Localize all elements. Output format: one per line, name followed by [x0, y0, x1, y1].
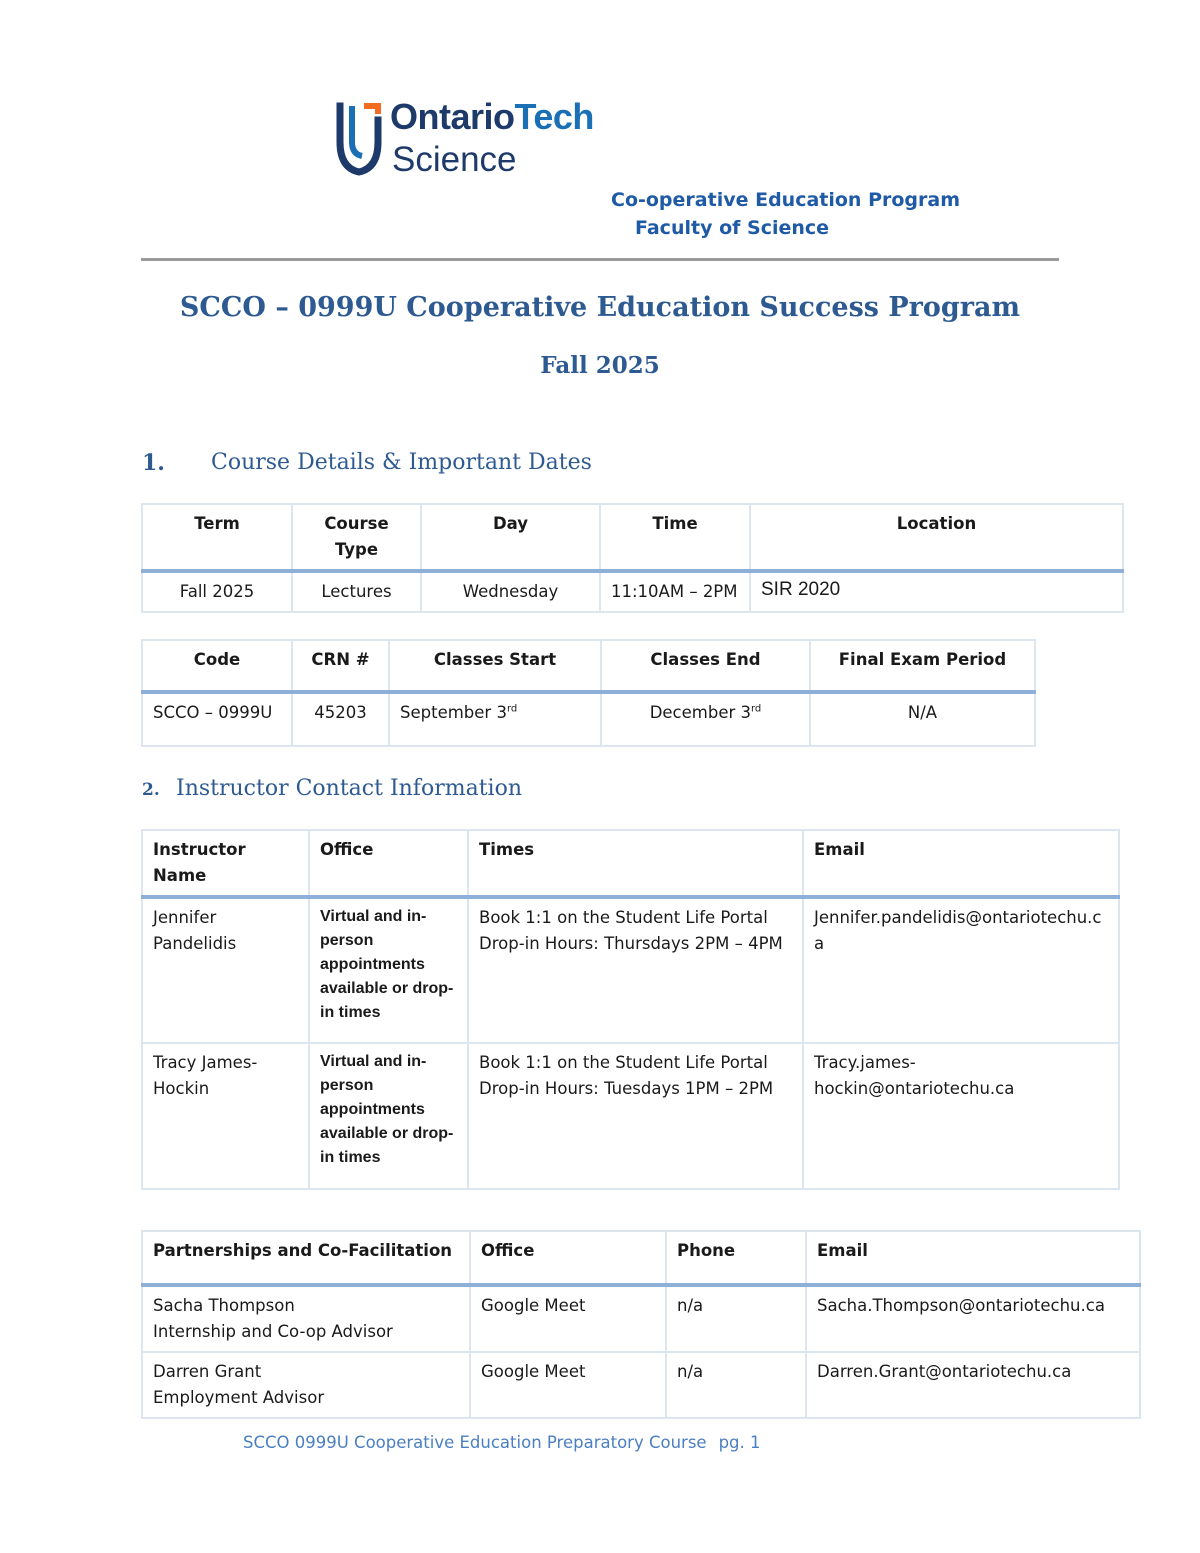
instructor-email-link[interactable]: Jennifer.pandelidis@ontariotechu.ca	[814, 908, 1102, 953]
cell-instructor-name: Jennifer Pandelidis	[142, 897, 309, 1043]
cell-times: Book 1:1 on the Student Life Portal Drop-in Hours: Tuesdays 1PM – 2PM	[468, 1043, 803, 1189]
page-footer	[243, 1433, 761, 1452]
ontario-tech-shield-icon	[334, 102, 384, 176]
cell-code: SCCO – 0999U	[142, 692, 292, 746]
section-1-number: 1.	[142, 450, 165, 476]
cell-term: Fall 2025	[142, 571, 292, 612]
table-header-row	[142, 830, 1119, 897]
cell-times: Book 1:1 on the Student Life Portal Drop-in Hours: Thursdays 2PM – 4PM	[468, 897, 803, 1043]
cell-classes-start: September 3rd	[389, 692, 601, 746]
header-final-exam: Final Exam Period	[810, 640, 1035, 692]
logo-wordmark: OntarioTech	[390, 96, 594, 137]
header-partnerships: Partnerships and Co-Facilitation	[142, 1231, 470, 1285]
cell-crn: 45203	[292, 692, 389, 746]
cell-day: Wednesday	[421, 571, 600, 612]
cell-classes-end: December 3rd	[601, 692, 810, 746]
header-day: Day	[421, 504, 600, 571]
header-instructor-name: Instructor Name	[142, 830, 309, 897]
header-email: Email	[806, 1231, 1140, 1285]
cell-final-exam: N/A	[810, 692, 1035, 746]
cell-email[interactable]	[803, 1043, 1119, 1189]
cell-time: 11:10AM – 2PM	[600, 571, 750, 612]
table-header-row	[142, 1231, 1140, 1285]
header-code: Code	[142, 640, 292, 692]
header-location: Location	[750, 504, 1123, 571]
section-2-heading: Instructor Contact Information	[176, 776, 522, 801]
header-office: Office	[309, 830, 468, 897]
instructor-email-link[interactable]: Tracy.james-hockin@ontariotechu.ca	[814, 1053, 1015, 1098]
instructor-contact-table	[141, 829, 1120, 1190]
header-classes-end: Classes End	[601, 640, 810, 692]
cell-partner-name: Darren Grant Employment Advisor	[142, 1352, 470, 1418]
header-crn: CRN #	[292, 640, 389, 692]
table-row	[142, 1285, 1140, 1352]
partners-table	[141, 1230, 1141, 1419]
cell-office: Google Meet	[470, 1352, 666, 1418]
table-row	[142, 897, 1119, 1043]
header-email: Email	[803, 830, 1119, 897]
table-row	[142, 1352, 1140, 1418]
partner-email-link[interactable]: Sacha.Thompson@ontariotechu.ca	[817, 1296, 1105, 1315]
table-header-row	[142, 504, 1123, 571]
cell-email[interactable]	[803, 897, 1119, 1043]
document-term: Fall 2025	[540, 352, 660, 379]
table-row	[142, 571, 1123, 612]
header-divider	[141, 258, 1059, 261]
cell-phone: n/a	[666, 1285, 806, 1352]
cell-office: Virtual and in-person appointments available or drop-in times	[309, 897, 468, 1043]
cell-phone: n/a	[666, 1352, 806, 1418]
cell-email[interactable]	[806, 1285, 1140, 1352]
table-row	[142, 1043, 1119, 1189]
header-office: Office	[470, 1231, 666, 1285]
header-time: Time	[600, 504, 750, 571]
table-row	[142, 692, 1035, 746]
ontario-tech-science-logo	[334, 98, 604, 184]
faculty-name: Faculty of Science	[635, 217, 830, 239]
cell-partner-name: Sacha Thompson Internship and Co-op Advisor	[142, 1285, 470, 1352]
partner-email-link[interactable]: Darren.Grant@ontariotechu.ca	[817, 1362, 1072, 1381]
course-dates-table	[141, 639, 1036, 747]
section-2-number: 2.	[142, 780, 160, 800]
cell-course-type: Lectures	[292, 571, 421, 612]
document-title: SCCO – 0999U Cooperative Education Success Program	[179, 292, 1021, 323]
page-number: pg. 1	[718, 1433, 761, 1452]
header-course-type: Course Type	[292, 504, 421, 571]
header-term: Term	[142, 504, 292, 571]
cell-office: Google Meet	[470, 1285, 666, 1352]
cell-email[interactable]	[806, 1352, 1140, 1418]
cell-instructor-name: Tracy James-Hockin	[142, 1043, 309, 1189]
table-header-row	[142, 640, 1035, 692]
header-classes-start: Classes Start	[389, 640, 601, 692]
cell-office: Virtual and in-person appointments available or drop-in times	[309, 1043, 468, 1189]
section-1-heading: Course Details & Important Dates	[211, 450, 592, 475]
cell-location: SIR 2020	[750, 571, 1123, 612]
header-times: Times	[468, 830, 803, 897]
header-phone: Phone	[666, 1231, 806, 1285]
footer-text: SCCO 0999U Cooperative Education Preparatory Course	[243, 1433, 707, 1452]
program-name: Co-operative Education Program	[611, 189, 961, 211]
logo-subtitle: Science	[392, 140, 517, 179]
course-details-table	[141, 503, 1124, 613]
